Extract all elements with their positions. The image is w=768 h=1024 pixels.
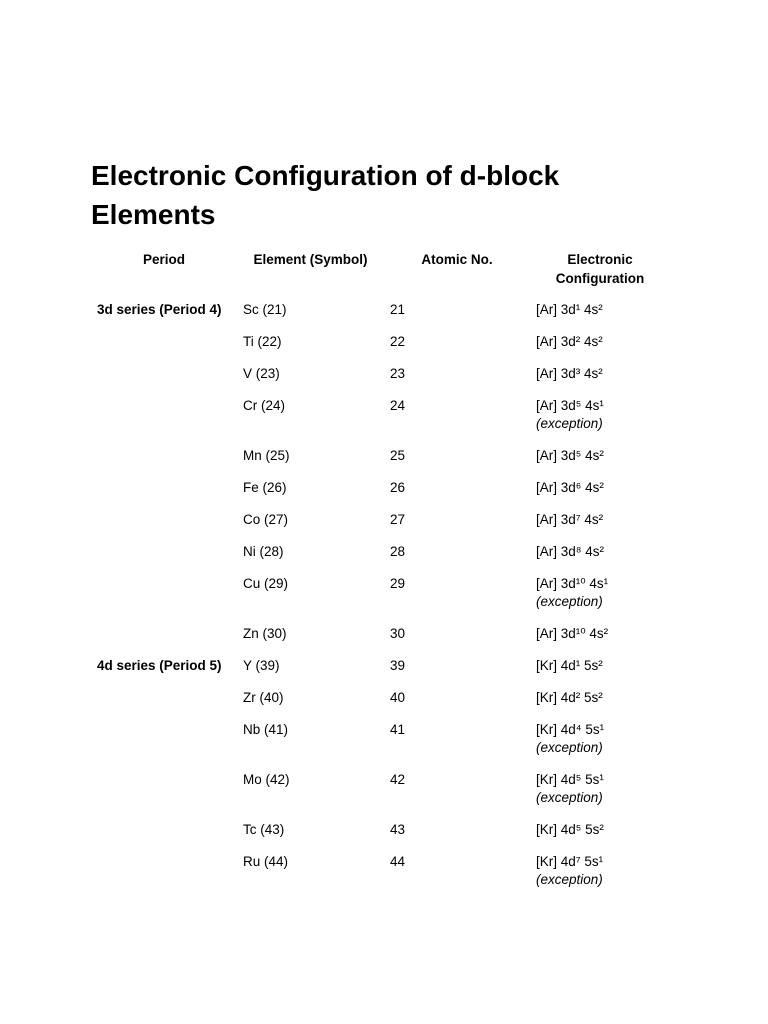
row-element <box>237 479 384 511</box>
row-period-text: 4d series (Period 5) <box>97 658 222 673</box>
row-atomic-no-text: 27 <box>390 512 406 527</box>
row-atomic-no <box>384 575 530 625</box>
row-configuration-text: [Kr] 4d² 5s² <box>536 690 603 705</box>
table-row <box>91 821 670 853</box>
row-atomic-no-text: 29 <box>390 576 406 591</box>
header-element: Element (Symbol) <box>253 252 368 267</box>
exception-note: (exception) <box>536 416 603 431</box>
page-title: Electronic Configuration of d-block Elements <box>91 160 560 230</box>
row-element <box>237 397 384 447</box>
row-configuration-text: [Kr] 4d¹ 5s² <box>536 658 603 673</box>
row-period <box>91 447 237 479</box>
exception-note: (exception) <box>536 740 603 755</box>
row-configuration-text: [Ar] 3d¹⁰ 4s¹ <box>536 576 609 591</box>
row-configuration-text: [Ar] 3d⁶ 4s² <box>536 480 604 495</box>
row-configuration <box>530 543 670 575</box>
row-period <box>91 333 237 365</box>
table-row <box>91 543 670 575</box>
table-row <box>91 575 670 625</box>
table-row <box>91 511 670 543</box>
row-element <box>237 333 384 365</box>
table-row <box>91 365 670 397</box>
row-element-text: Nb (41) <box>243 722 289 737</box>
row-configuration <box>530 771 670 821</box>
row-atomic-no <box>384 771 530 821</box>
row-period <box>91 365 237 397</box>
row-configuration-text: [Kr] 4d⁴ 5s¹ <box>536 722 605 737</box>
row-period <box>91 853 237 903</box>
row-element-text: V (23) <box>243 366 280 381</box>
table-row <box>91 657 670 689</box>
header-configuration: Electronic Configuration <box>555 252 645 286</box>
row-period <box>91 771 237 821</box>
row-element <box>237 365 384 397</box>
row-atomic-no-text: 22 <box>390 334 406 349</box>
header-atomic-no: Atomic No. <box>421 252 493 267</box>
row-configuration <box>530 821 670 853</box>
row-atomic-no-text: 44 <box>390 854 406 869</box>
row-atomic-no <box>384 447 530 479</box>
row-configuration-text: [Ar] 3d⁵ 4s² <box>536 448 604 463</box>
row-period-text: 3d series (Period 4) <box>97 302 222 317</box>
row-atomic-no <box>384 853 530 903</box>
row-element <box>237 689 384 721</box>
row-configuration <box>530 447 670 479</box>
row-configuration-text: [Kr] 4d⁷ 5s¹ <box>536 854 604 869</box>
row-configuration-text: [Kr] 4d⁵ 5s¹ <box>536 772 604 787</box>
header-row <box>91 250 670 301</box>
row-element <box>237 543 384 575</box>
row-element <box>237 721 384 771</box>
row-element-text: Fe (26) <box>243 480 287 495</box>
row-configuration <box>530 365 670 397</box>
row-period <box>91 543 237 575</box>
row-period <box>91 821 237 853</box>
row-element <box>237 657 384 689</box>
row-configuration-text: [Ar] 3d¹⁰ 4s² <box>536 626 609 641</box>
configuration-table <box>91 250 670 903</box>
document-page <box>91 156 691 903</box>
table-row <box>91 447 670 479</box>
row-atomic-no <box>384 365 530 397</box>
row-element-text: Zr (40) <box>243 690 284 705</box>
table-body <box>91 301 670 903</box>
row-element <box>237 771 384 821</box>
row-configuration <box>530 657 670 689</box>
row-atomic-no-text: 26 <box>390 480 406 495</box>
row-atomic-no-text: 40 <box>390 690 406 705</box>
row-element-text: Y (39) <box>243 658 280 673</box>
row-element-text: Co (27) <box>243 512 289 527</box>
row-atomic-no <box>384 821 530 853</box>
row-atomic-no-text: 30 <box>390 626 406 641</box>
row-atomic-no-text: 43 <box>390 822 406 837</box>
row-element <box>237 853 384 903</box>
row-configuration <box>530 625 670 657</box>
row-atomic-no-text: 42 <box>390 772 406 787</box>
row-atomic-no-text: 23 <box>390 366 406 381</box>
table-row <box>91 853 670 903</box>
row-atomic-no-text: 25 <box>390 448 406 463</box>
row-element-text: Ti (22) <box>243 334 282 349</box>
row-period <box>91 575 237 625</box>
row-atomic-no <box>384 397 530 447</box>
row-period <box>91 397 237 447</box>
row-configuration <box>530 333 670 365</box>
row-configuration-text: [Ar] 3d¹ 4s² <box>536 302 603 317</box>
table-row <box>91 301 670 333</box>
row-element <box>237 821 384 853</box>
row-element-text: Sc (21) <box>243 302 287 317</box>
row-atomic-no <box>384 543 530 575</box>
row-period <box>91 479 237 511</box>
row-configuration-text: [Ar] 3d⁸ 4s² <box>536 544 604 559</box>
row-atomic-no-text: 28 <box>390 544 406 559</box>
table-row <box>91 689 670 721</box>
row-atomic-no <box>384 511 530 543</box>
row-configuration <box>530 721 670 771</box>
row-configuration-text: [Kr] 4d⁵ 5s² <box>536 822 604 837</box>
table-row <box>91 721 670 771</box>
row-element-text: Cr (24) <box>243 398 286 413</box>
table-row <box>91 771 670 821</box>
row-atomic-no <box>384 479 530 511</box>
table-row <box>91 333 670 365</box>
row-period <box>91 689 237 721</box>
row-element-text: Tc (43) <box>243 822 285 837</box>
row-atomic-no <box>384 689 530 721</box>
row-period <box>91 625 237 657</box>
row-period <box>91 657 237 689</box>
table-row <box>91 625 670 657</box>
row-element-text: Cu (29) <box>243 576 289 591</box>
table-row <box>91 479 670 511</box>
row-period <box>91 301 237 333</box>
row-atomic-no <box>384 721 530 771</box>
row-configuration <box>530 479 670 511</box>
row-atomic-no <box>384 333 530 365</box>
row-configuration <box>530 853 670 903</box>
row-configuration <box>530 575 670 625</box>
row-configuration-text: [Ar] 3d³ 4s² <box>536 366 603 381</box>
row-atomic-no <box>384 625 530 657</box>
row-element <box>237 511 384 543</box>
row-element-text: Zn (30) <box>243 626 287 641</box>
row-element-text: Mn (25) <box>243 448 290 463</box>
exception-note: (exception) <box>536 594 603 609</box>
exception-note: (exception) <box>536 790 603 805</box>
row-atomic-no-text: 39 <box>390 658 406 673</box>
row-element <box>237 301 384 333</box>
row-atomic-no-text: 21 <box>390 302 406 317</box>
row-element-text: Ni (28) <box>243 544 284 559</box>
row-atomic-no <box>384 301 530 333</box>
row-element <box>237 625 384 657</box>
row-configuration-text: [Ar] 3d² 4s² <box>536 334 603 349</box>
exception-note: (exception) <box>536 872 603 887</box>
table-row <box>91 397 670 447</box>
row-period <box>91 511 237 543</box>
row-configuration <box>530 301 670 333</box>
row-period <box>91 721 237 771</box>
row-atomic-no-text: 24 <box>390 398 406 413</box>
row-element <box>237 447 384 479</box>
row-configuration-text: [Ar] 3d⁵ 4s¹ <box>536 398 604 413</box>
row-atomic-no <box>384 657 530 689</box>
row-element-text: Mo (42) <box>243 772 290 787</box>
row-configuration <box>530 689 670 721</box>
row-configuration <box>530 397 670 447</box>
table-header <box>91 250 670 301</box>
row-element <box>237 575 384 625</box>
header-period: Period <box>142 252 185 267</box>
row-atomic-no-text: 41 <box>390 722 406 737</box>
row-configuration <box>530 511 670 543</box>
row-element-text: Ru (44) <box>243 854 289 869</box>
row-configuration-text: [Ar] 3d⁷ 4s² <box>536 512 604 527</box>
